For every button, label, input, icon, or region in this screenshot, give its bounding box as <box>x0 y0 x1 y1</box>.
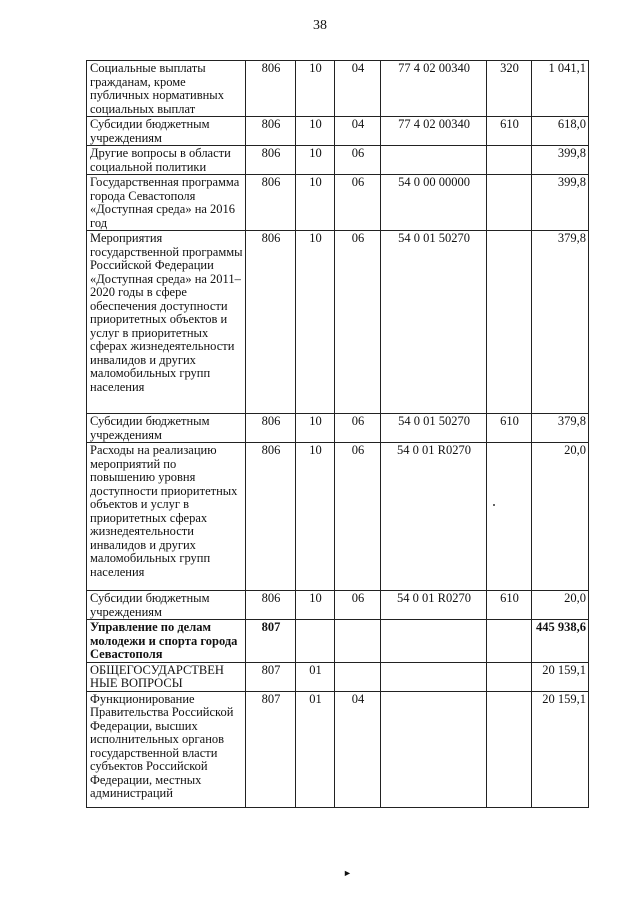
row-name-cell: Социальные выплаты гражданам, кроме публичных нормативных социальных выплат <box>87 61 246 117</box>
row-name-cell: Управление по делам молодежи и спорта города Севастополя <box>87 620 246 663</box>
table-row <box>87 175 589 231</box>
row-target-article-cell <box>381 146 487 175</box>
row-sum-cell: 1 041,1 <box>532 61 589 117</box>
table-row <box>87 146 589 175</box>
row-target-article-cell: 54 0 00 00000 <box>381 175 487 231</box>
row-expense-type-cell: 320 <box>487 61 532 117</box>
row-subsection-cell: 06 <box>335 414 381 443</box>
row-target-article-cell <box>381 662 487 691</box>
row-expense-type-cell <box>487 231 532 414</box>
table-row <box>87 620 589 663</box>
table-row <box>87 691 589 807</box>
row-expense-type-cell <box>487 146 532 175</box>
row-subsection-cell: 04 <box>335 117 381 146</box>
row-subsection-cell <box>335 662 381 691</box>
row-name-cell: Мероприятия государственной программы Российской Федерации «Доступная среда» на 2011–2020 годы в сфере обеспечения доступности приоритетных объектов и услуг в приоритетных сферах жизнедеятельности инвалидов и других маломобильных групп населения <box>87 231 246 414</box>
page-number: 38 <box>313 18 327 33</box>
row-expense-type-cell <box>487 175 532 231</box>
row-sum-cell: 379,8 <box>532 231 589 414</box>
row-subsection-cell <box>335 620 381 663</box>
row-sum-cell: 379,8 <box>532 414 589 443</box>
table-row <box>87 231 589 414</box>
row-sum-cell: 20 159,1 <box>532 662 589 691</box>
row-name-cell: Другие вопросы в области социальной политики <box>87 146 246 175</box>
row-sum-cell: 20,0 <box>532 591 589 620</box>
row-target-article-cell: 77 4 02 00340 <box>381 61 487 117</box>
row-subsection-cell: 04 <box>335 691 381 807</box>
row-expense-type-cell: 610 <box>487 117 532 146</box>
scan-mark: ► <box>343 868 352 878</box>
row-code-cell: 807 <box>246 620 296 663</box>
row-name-cell: Субсидии бюджетным учреждениям <box>87 591 246 620</box>
row-code-cell: 806 <box>246 414 296 443</box>
table-row <box>87 591 589 620</box>
row-section-cell: 10 <box>296 231 335 414</box>
row-name-cell: Государственная программа города Севастополя «Доступная среда» на 2016 год <box>87 175 246 231</box>
scan-speck <box>493 504 495 506</box>
row-subsection-cell: 06 <box>335 175 381 231</box>
row-subsection-cell: 06 <box>335 443 381 591</box>
row-name-cell: Субсидии бюджетным учреждениям <box>87 117 246 146</box>
row-section-cell: 10 <box>296 117 335 146</box>
table-row <box>87 443 589 591</box>
row-section-cell: 10 <box>296 591 335 620</box>
row-target-article-cell <box>381 691 487 807</box>
row-sum-cell: 20 159,1 <box>532 691 589 807</box>
row-code-cell: 806 <box>246 146 296 175</box>
row-target-article-cell: 54 0 01 50270 <box>381 414 487 443</box>
row-code-cell: 806 <box>246 117 296 146</box>
row-section-cell: 10 <box>296 175 335 231</box>
row-section-cell: 01 <box>296 662 335 691</box>
row-code-cell: 806 <box>246 591 296 620</box>
row-code-cell: 806 <box>246 175 296 231</box>
row-subsection-cell: 06 <box>335 231 381 414</box>
table-row <box>87 662 589 691</box>
row-expense-type-cell <box>487 443 532 591</box>
table-row <box>87 414 589 443</box>
row-expense-type-cell: 610 <box>487 414 532 443</box>
row-name-cell: Субсидии бюджетным учреждениям <box>87 414 246 443</box>
table-row <box>87 61 589 117</box>
budget-table <box>86 60 589 808</box>
row-section-cell: 10 <box>296 146 335 175</box>
row-sum-cell: 399,8 <box>532 175 589 231</box>
row-expense-type-cell <box>487 691 532 807</box>
row-target-article-cell: 54 0 01 50270 <box>381 231 487 414</box>
row-section-cell: 01 <box>296 691 335 807</box>
row-section-cell: 10 <box>296 61 335 117</box>
row-expense-type-cell <box>487 662 532 691</box>
row-subsection-cell: 06 <box>335 591 381 620</box>
row-expense-type-cell <box>487 620 532 663</box>
row-section-cell <box>296 620 335 663</box>
row-sum-cell: 445 938,6 <box>532 620 589 663</box>
row-code-cell: 807 <box>246 662 296 691</box>
row-name-cell: ОБЩЕГОСУДАРСТВЕН НЫЕ ВОПРОСЫ <box>87 662 246 691</box>
row-target-article-cell <box>381 620 487 663</box>
row-subsection-cell: 04 <box>335 61 381 117</box>
row-code-cell: 806 <box>246 61 296 117</box>
row-name-cell: Расходы на реализацию мероприятий по повышению уровня доступности приоритетных объектов и услуг в приоритетных сферах жизнедеятельности инвалидов и других маломобильных групп населения <box>87 443 246 591</box>
row-code-cell: 806 <box>246 231 296 414</box>
row-sum-cell: 618,0 <box>532 117 589 146</box>
row-section-cell: 10 <box>296 443 335 591</box>
row-target-article-cell: 54 0 01 R0270 <box>381 591 487 620</box>
row-target-article-cell: 77 4 02 00340 <box>381 117 487 146</box>
row-code-cell: 806 <box>246 443 296 591</box>
row-target-article-cell: 54 0 01 R0270 <box>381 443 487 591</box>
row-expense-type-cell: 610 <box>487 591 532 620</box>
row-code-cell: 807 <box>246 691 296 807</box>
row-sum-cell: 399,8 <box>532 146 589 175</box>
row-subsection-cell: 06 <box>335 146 381 175</box>
row-name-cell: Функционирование Правительства Российской Федерации, высших исполнительных органов государственной власти субъектов Российской Федерации, местных администраций <box>87 691 246 807</box>
row-sum-cell: 20,0 <box>532 443 589 591</box>
row-section-cell: 10 <box>296 414 335 443</box>
table-row <box>87 117 589 146</box>
